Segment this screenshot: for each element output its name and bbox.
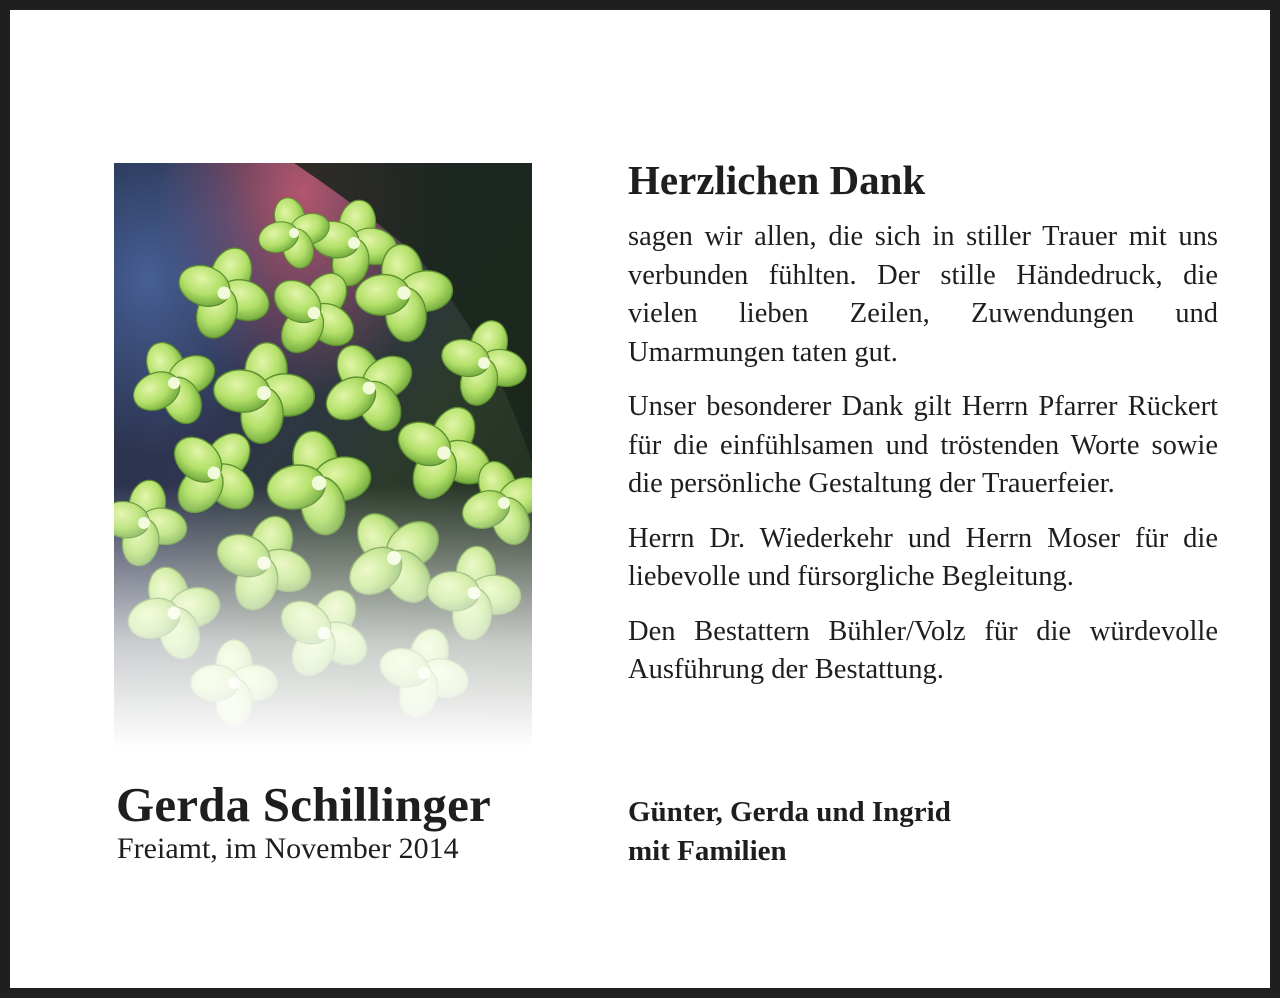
thanks-heading: Herzlichen Dank <box>628 157 926 203</box>
signers-line-1: Günter, Gerda und Ingrid <box>628 796 951 828</box>
thanks-text <box>628 156 1218 706</box>
thanks-paragraph-3: Herrn Dr. Wiederkehr und Herrn Moser für die liebevolle und fürsorgliche Begleitung. <box>628 522 1218 592</box>
hydrangea-photo <box>114 163 532 748</box>
signers <box>628 793 951 871</box>
deceased-name: Gerda Schillinger <box>116 777 491 832</box>
signers-line-2: mit Familien <box>628 835 787 867</box>
hydrangea-image <box>114 163 532 748</box>
thanks-paragraph-2: Unser besonderer Dank gilt Herrn Pfarrer Rückert für die einfühlsamen und tröstenden Worte sowie die persönliche Gestaltung der Trauerfeier. <box>628 391 1218 499</box>
thanks-paragraph-1: sagen wir allen, die sich in stiller Trauer mit uns verbunden fühlten. Der stille Händedruck, die vielen lieben Zeilen, Zuwendungen und Umarmungen taten gut. <box>628 221 1218 368</box>
thanks-paragraph-4: Den Bestattern Bühler/Volz für die würdevolle Ausführung der Bestattung. <box>628 615 1218 685</box>
place-and-date: Freiamt, im November 2014 <box>117 832 459 865</box>
